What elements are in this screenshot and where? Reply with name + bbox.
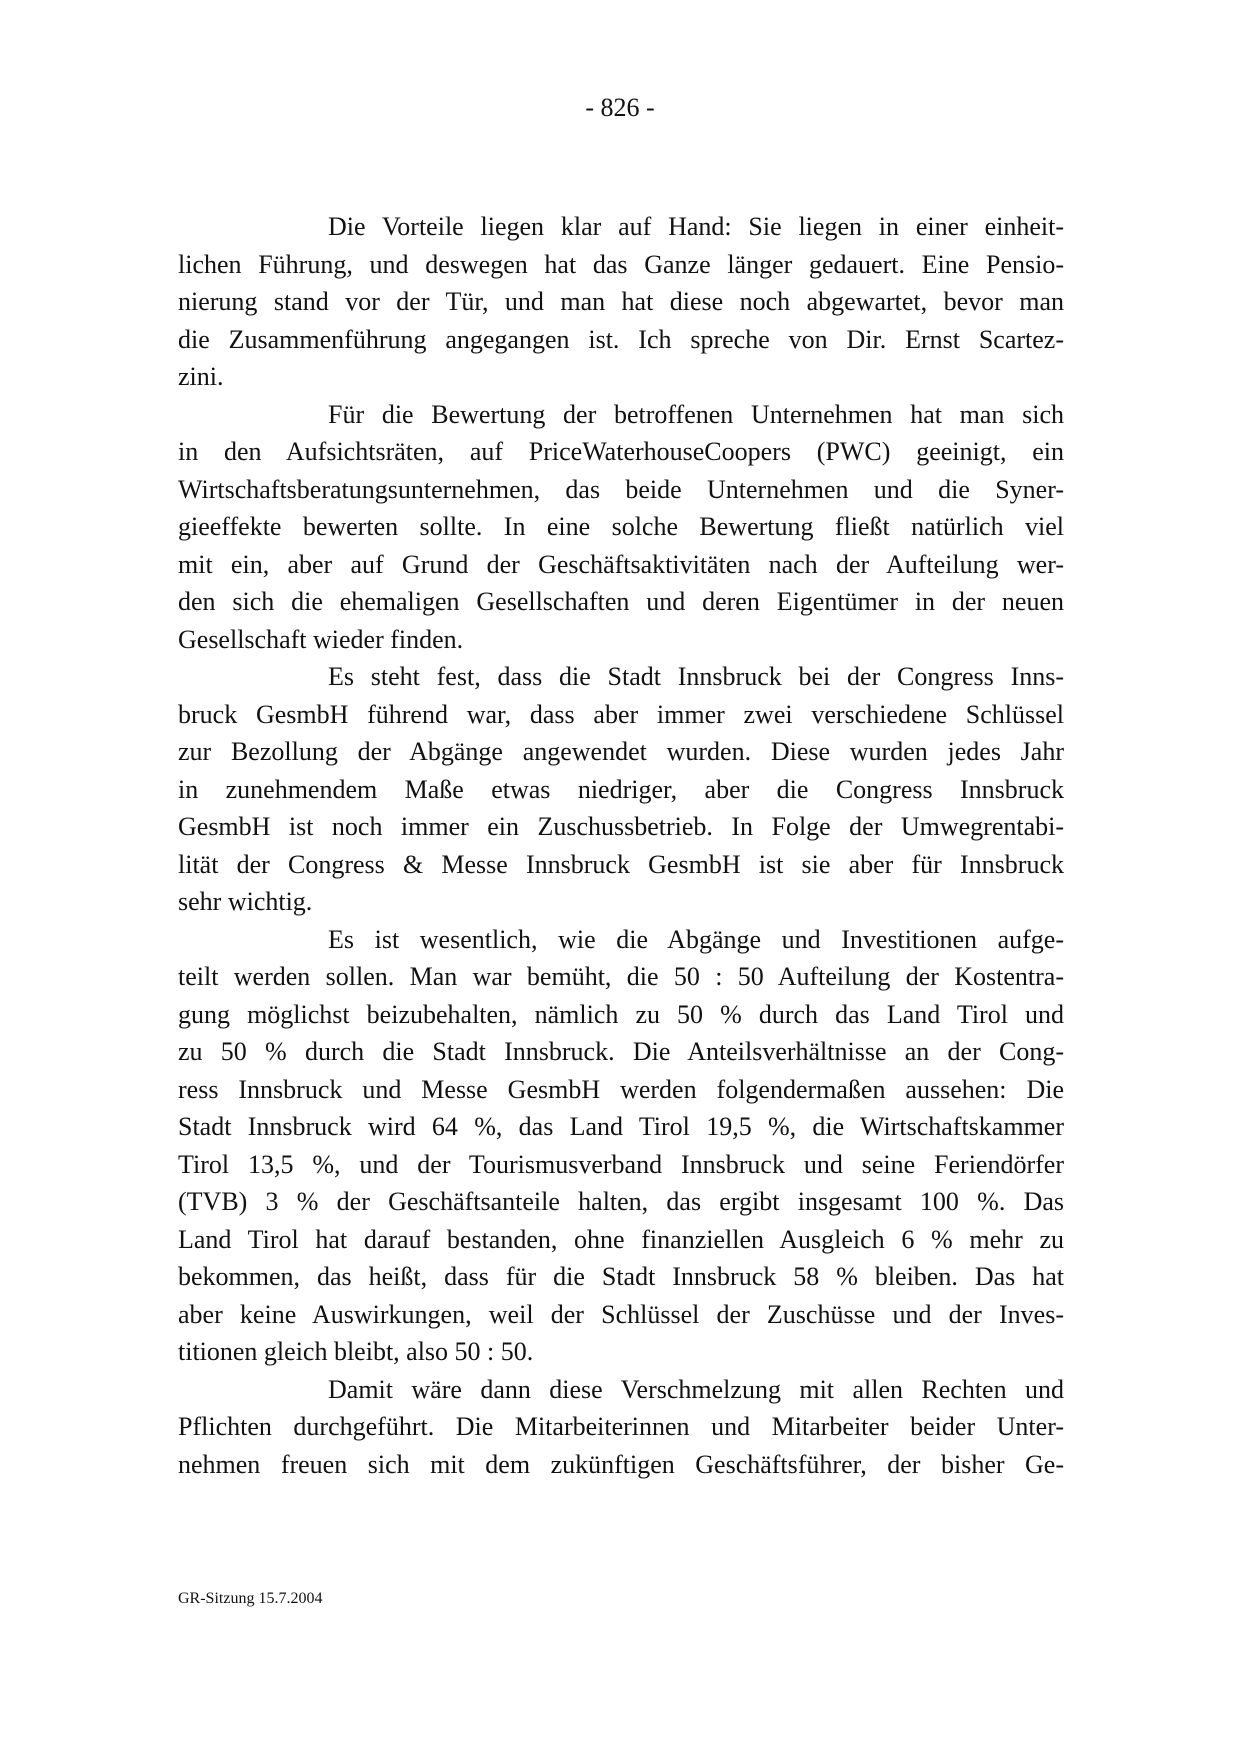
text-line: Tirol 13,5 %, und der Tourismusverband Innsbruck und seine Feriendörfer bbox=[178, 1149, 1064, 1179]
text-line: den sich die ehemaligen Gesellschaften und deren Eigentümer in der neuen bbox=[178, 587, 1064, 616]
text-line: ress Innsbruck und Messe GesmbH werden folgendermaßen aussehen: Die bbox=[178, 1074, 1064, 1104]
text-line: titionen gleich bleibt, also 50 : 50. bbox=[178, 1337, 534, 1366]
text-line: bruck GesmbH führend war, dass aber immer zwei verschiedene Schlüssel bbox=[178, 699, 1064, 729]
text-line: die Zusammenführung angegangen ist. Ich spreche von Dir. Ernst Scartez- bbox=[178, 324, 1064, 354]
paragraph-2 bbox=[178, 396, 1064, 659]
text-line: Pflichten durchgeführt. Die Mitarbeiterinnen und Mitarbeiter beider Unter- bbox=[178, 1412, 1064, 1441]
text-line: bekommen, das heißt, dass für die Stadt Innsbruck 58 % bleiben. Das hat bbox=[178, 1262, 1064, 1291]
text-line: aber keine Auswirkungen, weil der Schlüssel der Zuschüsse und der Inves- bbox=[178, 1299, 1064, 1329]
text-line: Stadt Innsbruck wird 64 %, das Land Tirol 19,5 %, die Wirtschaftskammer bbox=[178, 1112, 1064, 1141]
text-line: Damit wäre dann diese Verschmelzung mit allen Rechten und bbox=[328, 1374, 1064, 1404]
text-line: (TVB) 3 % der Geschäftsanteile halten, das ergibt insgesamt 100 %. Das bbox=[178, 1187, 1064, 1216]
paragraph-1 bbox=[178, 208, 1064, 396]
text-line: lichen Führung, und deswegen hat das Ganze länger gedauert. Eine Pensio- bbox=[178, 249, 1064, 279]
text-line: zu 50 % durch die Stadt Innsbruck. Die Anteilsverhältnisse an der Cong- bbox=[178, 1037, 1064, 1066]
text-line: Land Tirol hat darauf bestanden, ohne finanziellen Ausgleich 6 % mehr zu bbox=[178, 1224, 1064, 1254]
paragraph-4 bbox=[178, 921, 1064, 1371]
text-line: GesmbH ist noch immer ein Zuschussbetrieb. In Folge der Umwegrentabi- bbox=[178, 812, 1064, 841]
paragraph-3 bbox=[178, 658, 1064, 921]
text-line: sehr wichtig. bbox=[178, 887, 313, 916]
text-line: zini. bbox=[178, 362, 224, 391]
text-line: Gesellschaft wieder finden. bbox=[178, 624, 464, 654]
document-body bbox=[178, 208, 1064, 1483]
text-line: nierung stand vor der Tür, und man hat diese noch abgewartet, bevor man bbox=[178, 287, 1064, 316]
text-line: zur Bezollung der Abgänge angewendet wurden. Diese wurden jedes Jahr bbox=[178, 737, 1064, 766]
text-line: Die Vorteile liegen klar auf Hand: Sie liegen in einer einheit- bbox=[328, 212, 1064, 241]
text-line: Wirtschaftsberatungsunternehmen, das beide Unternehmen und die Syner- bbox=[178, 474, 1064, 504]
footer-session-date: GR-Sitzung 15.7.2004 bbox=[178, 1590, 323, 1607]
text-line: nehmen freuen sich mit dem zukünftigen Geschäftsführer, der bisher Ge- bbox=[178, 1449, 1064, 1479]
paragraph-5 bbox=[178, 1371, 1064, 1484]
text-line: Es steht fest, dass die Stadt Innsbruck bei der Congress Inns- bbox=[328, 662, 1064, 691]
text-line: mit ein, aber auf Grund der Geschäftsaktivitäten nach der Aufteilung wer- bbox=[178, 549, 1064, 579]
text-line: Es ist wesentlich, wie die Abgänge und Investitionen aufge- bbox=[328, 924, 1064, 954]
text-line: in den Aufsichtsräten, auf PriceWaterhouseCoopers (PWC) geeinigt, ein bbox=[178, 437, 1064, 466]
text-line: Für die Bewertung der betroffenen Unternehmen hat man sich bbox=[328, 399, 1064, 429]
text-line: gung möglichst beizubehalten, nämlich zu 50 % durch das Land Tirol und bbox=[178, 999, 1064, 1029]
text-line: teilt werden sollen. Man war bemüht, die 50 : 50 Aufteilung der Kostentra- bbox=[178, 962, 1064, 991]
text-line: in zunehmendem Maße etwas niedriger, aber die Congress Innsbruck bbox=[178, 774, 1064, 804]
text-line: lität der Congress & Messe Innsbruck GesmbH ist sie aber für Innsbruck bbox=[178, 849, 1064, 879]
page-number: - 826 - bbox=[585, 93, 655, 122]
text-line: gieeffekte bewerten sollte. In eine solche Bewertung fließt natürlich viel bbox=[178, 512, 1064, 541]
